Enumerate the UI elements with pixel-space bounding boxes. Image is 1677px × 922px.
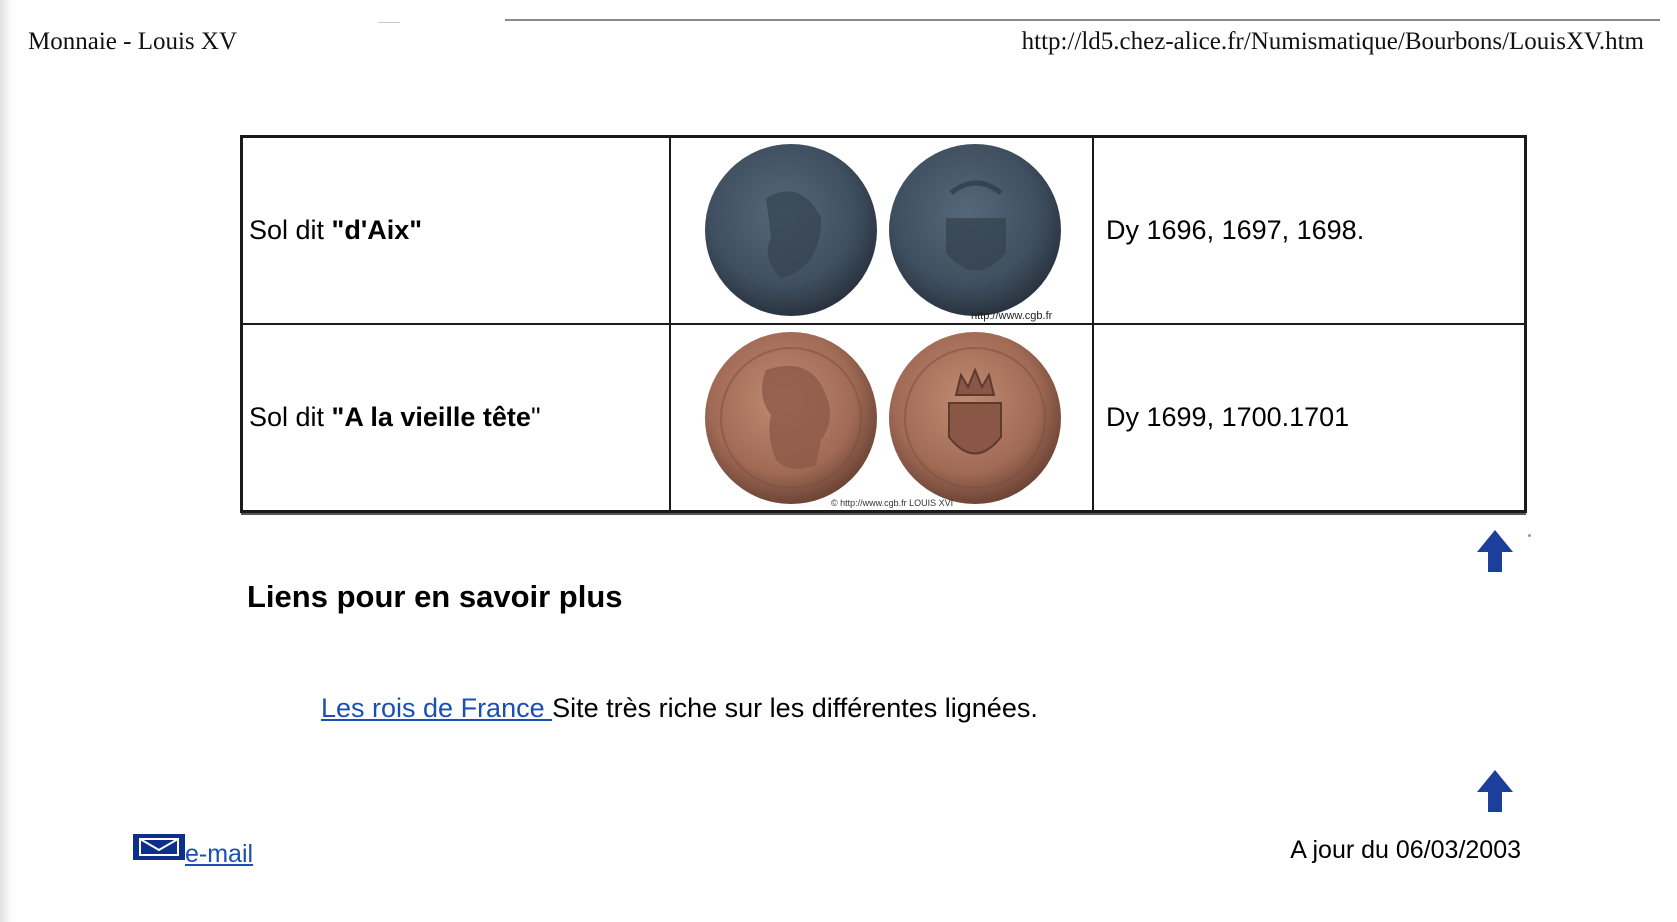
up-arrow-icon[interactable] bbox=[1475, 528, 1515, 574]
header-rule-fragment bbox=[378, 22, 400, 23]
table-row bbox=[242, 137, 1526, 325]
link-description: Site très riche sur les différentes lignées. bbox=[552, 693, 1038, 723]
coin-image-cell bbox=[670, 324, 1093, 512]
coin-name-bold: "A la vieille tête bbox=[331, 402, 531, 432]
coin-name-cell bbox=[242, 324, 671, 512]
section-title: Liens pour en savoir plus bbox=[247, 579, 623, 614]
coin-name-bold: "d'Aix" bbox=[331, 215, 423, 245]
last-updated: A jour du 06/03/2003 bbox=[1290, 836, 1521, 864]
coin-image-cell bbox=[670, 137, 1093, 325]
page-edge-shade bbox=[0, 0, 16, 922]
coin-image-vieille-tete bbox=[671, 325, 1092, 510]
coin-name-cell bbox=[242, 137, 671, 325]
page-url: http://ld5.chez-alice.fr/Numismatique/Bourbons/LouisXV.htm bbox=[1021, 28, 1644, 55]
up-arrow-icon[interactable] bbox=[1475, 768, 1515, 814]
link-line bbox=[321, 693, 1038, 724]
page-title: Monnaie - Louis XV bbox=[28, 28, 237, 55]
coin-name-prefix: Sol dit bbox=[249, 215, 332, 245]
rois-de-france-link[interactable]: Les rois de France bbox=[321, 693, 553, 723]
coin-table bbox=[240, 135, 1527, 513]
coin-name-prefix: Sol dit bbox=[249, 402, 332, 432]
email-link[interactable]: e-mail bbox=[185, 840, 254, 868]
image-caption: © http://www.cgb.fr LOUIS XVI bbox=[831, 498, 954, 508]
table-row bbox=[242, 324, 1526, 512]
stray-dot bbox=[1528, 534, 1531, 537]
coin-reference-cell: Dy 1699, 1700.1701 bbox=[1093, 324, 1526, 512]
header-rule bbox=[505, 19, 1660, 21]
coin-name-suffix: " bbox=[530, 402, 541, 432]
envelope-icon[interactable] bbox=[132, 833, 186, 861]
coin-image-aix bbox=[671, 138, 1092, 323]
coin-reference-cell: Dy 1696, 1697, 1698. bbox=[1093, 137, 1526, 325]
image-caption: http://www.cgb.fr bbox=[971, 310, 1053, 322]
